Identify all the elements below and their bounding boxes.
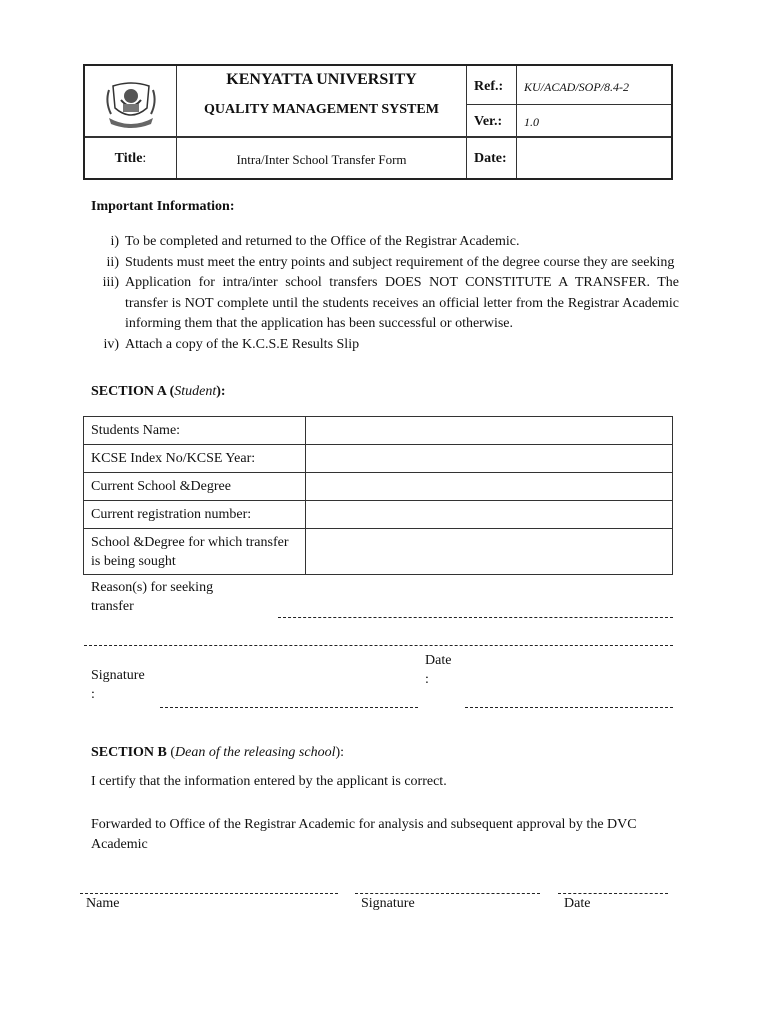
important-list: [91, 232, 679, 355]
student-details-table: [83, 416, 673, 575]
name-label-b: Name: [86, 896, 120, 911]
ref-value: KU/ACAD/SOP/8.4-2: [524, 80, 629, 94]
system-name: QUALITY MANAGEMENT SYSTEM: [204, 102, 439, 117]
title-label: Title:: [114, 151, 147, 166]
important-heading: Important Information:: [91, 199, 235, 214]
info-item: i) To be completed and returned to the Office of the Registrar Academic.: [110, 234, 520, 249]
reason-label: Reason(s) for seeking transfer: [91, 580, 214, 614]
field-label: Students Name:: [84, 417, 306, 445]
table-row: [84, 417, 673, 445]
section-b-heading: SECTION B (Dean of the releasing school):: [91, 745, 345, 760]
section-a-heading: SECTION A (Student):: [91, 384, 226, 399]
field-label: Current registration number:: [84, 501, 306, 529]
ref-label: Ref.:: [474, 79, 504, 94]
version-value: 1.0: [524, 115, 539, 129]
kcse-index-input[interactable]: [306, 445, 673, 473]
date-label: Date:: [474, 151, 507, 166]
forwarded-text: Forwarded to Office of the Registrar Academic for analysis and subsequent approval by the DVC Academic: [91, 817, 637, 852]
student-name-input[interactable]: [306, 417, 673, 445]
field-label: Current School &Degree: [84, 473, 306, 501]
student-date-line[interactable]: [465, 707, 673, 708]
reason-line-2[interactable]: [84, 645, 673, 646]
university-crest-logo: [103, 78, 159, 130]
target-school-input[interactable]: [306, 529, 673, 575]
dean-name-line[interactable]: [80, 893, 338, 894]
table-row: [84, 445, 673, 473]
table-row: [84, 501, 673, 529]
dean-signature-line[interactable]: [355, 893, 540, 894]
version-label: Ver.:: [474, 114, 503, 129]
field-label: KCSE Index No/KCSE Year:: [84, 445, 306, 473]
certify-text: I certify that the information entered by the applicant is correct.: [91, 774, 447, 789]
info-item: iii) Application for intra/inter school transfers DOES NOT CONSTITUTE A TRANSFER. The transfer is NOT complete until the students receives an official letter from the Registrar Academic informing them that the application has been successful or otherwise.: [102, 275, 679, 331]
registration-number-input[interactable]: [306, 501, 673, 529]
form-title: Intra/Inter School Transfer Form: [236, 152, 407, 167]
student-signature-line[interactable]: [160, 707, 418, 708]
table-row: [84, 473, 673, 501]
table-row: [84, 529, 673, 575]
university-name: KENYATTA UNIVERSITY: [226, 71, 417, 88]
date-colon-a: :: [425, 672, 429, 687]
document-header: [83, 64, 673, 180]
dean-date-line[interactable]: [558, 893, 668, 894]
field-label: School &Degree for which transfer is being sought: [84, 529, 306, 575]
current-school-input[interactable]: [306, 473, 673, 501]
header-date-value[interactable]: [525, 151, 665, 171]
signature-label: Signature: [91, 668, 145, 683]
reason-line-1[interactable]: [278, 617, 673, 618]
date-label-a: Date: [425, 653, 452, 668]
info-item: iv) Attach a copy of the K.C.S.E Results Slip: [103, 336, 360, 352]
signature-colon: :: [91, 687, 95, 702]
date-label-b: Date: [564, 896, 591, 911]
info-item: ii) Students must meet the entry points and subject requirement of the degree course they are seeking: [106, 254, 675, 270]
signature-label-b: Signature: [361, 896, 415, 911]
